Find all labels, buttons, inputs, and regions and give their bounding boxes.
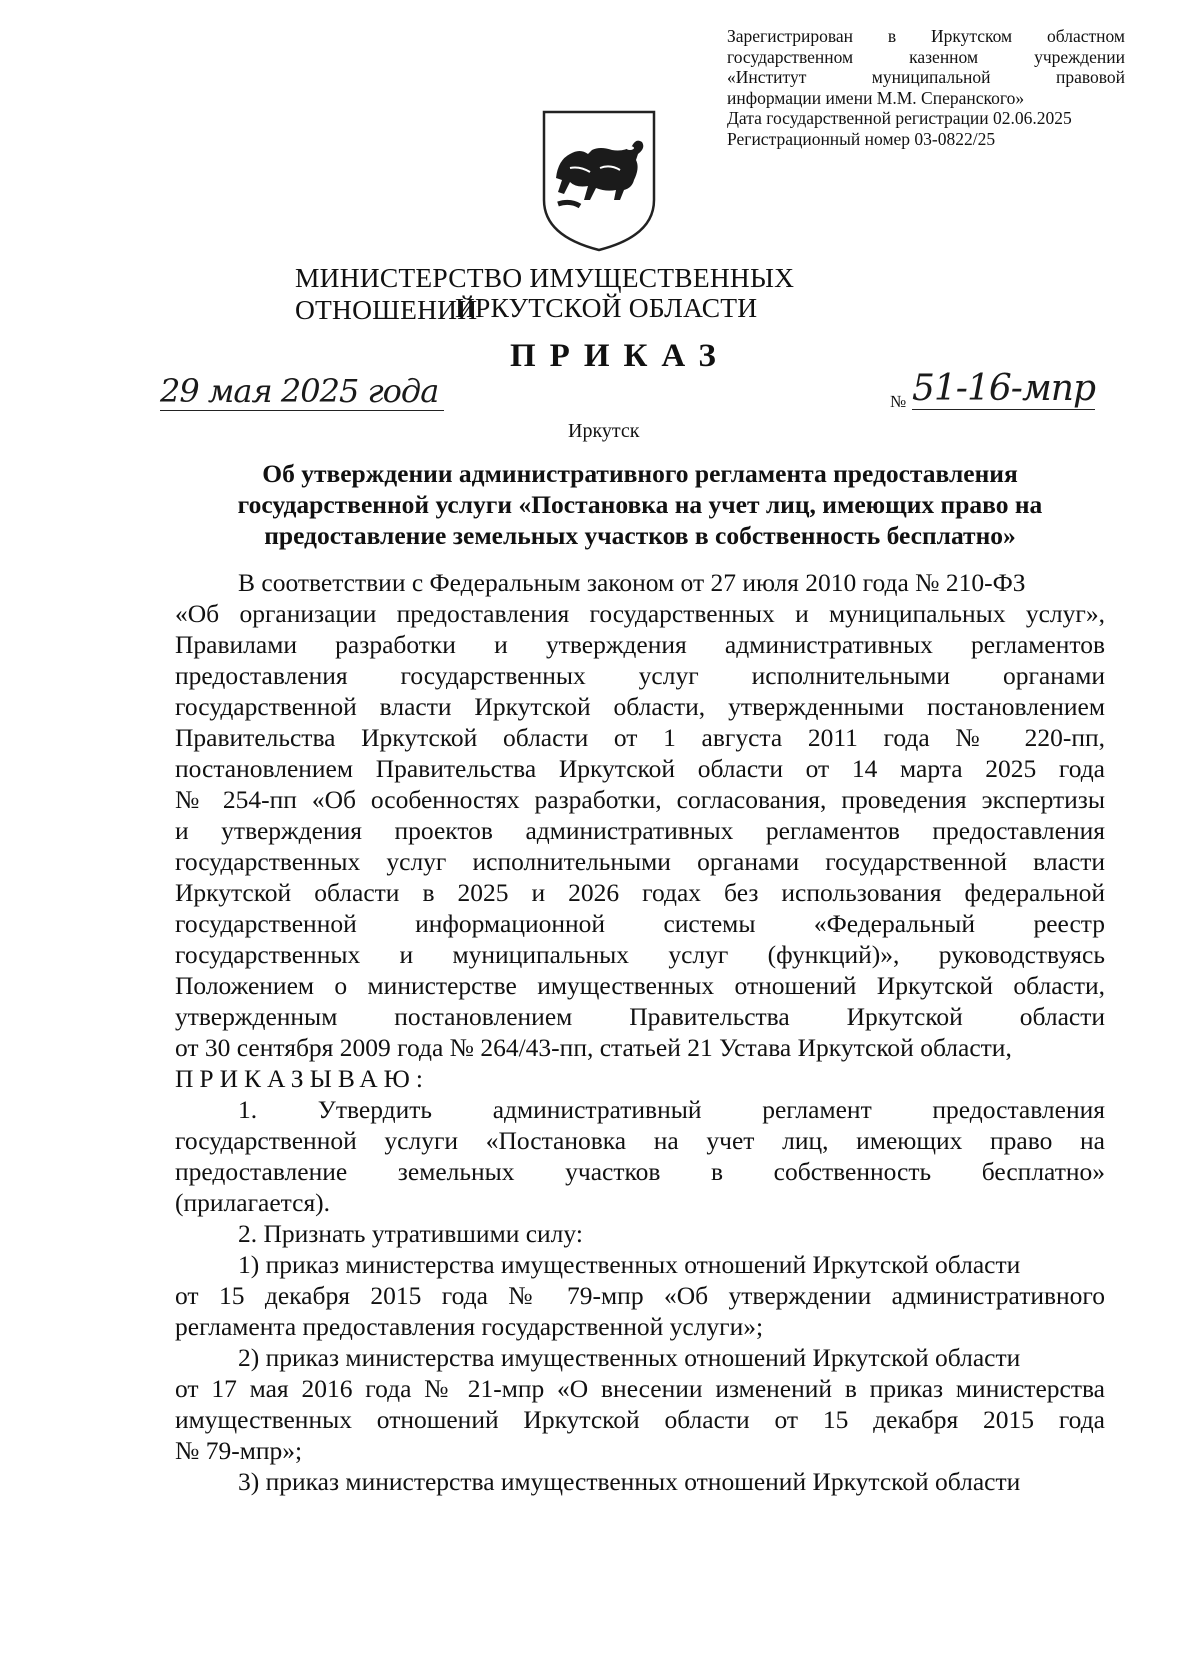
coat-of-arms-icon [540,108,658,254]
body-line: «Об организации предоставления государственных и муниципальных услуг», [175,599,1105,628]
document-body [175,567,1105,1497]
ministry-name-line2: ИРКУТСКОЙ ОБЛАСТИ [455,292,758,323]
body-line: № 254-пп «Об особенностях разработки, согласования, проведения экспертизы [175,785,1105,814]
ministry-name-line1: МИНИСТЕРСТВО ИМУЩЕСТВЕННЫХ ОТНОШЕНИЙ [295,262,795,325]
city-name: Иркутск [568,420,640,442]
body-line: от 17 мая 2016 года № 21-мпр «О внесении изменений в приказ министерства [175,1374,1105,1403]
document-type-heading: ПРИКАЗ [510,338,730,374]
body-line: 2. Признать утратившими силу: [238,1219,583,1248]
body-line: 3) приказ министерства имущественных отношений Иркутской области [238,1467,1021,1496]
body-line: Правилами разработки и утверждения административных регламентов [175,630,1105,659]
body-line: государственных и муниципальных услуг (функций)», руководствуясь [175,940,1105,969]
body-line: Положением о министерстве имущественных отношений Иркутской области, [175,971,1105,1000]
registration-line: Зарегистрирован в Иркутском областном [727,26,1125,46]
body-line: постановлением Правительства Иркутской области от 14 марта 2025 года [175,754,1105,783]
body-line: утвержденным постановлением Правительства Иркутской области [175,1002,1105,1031]
body-line: 1. Утвердить административный регламент предоставления [238,1095,1105,1124]
registration-line: Дата государственной регистрации 02.06.2025 [727,108,1072,128]
body-line: В соответствии с Федеральным законом от 27 июля 2010 года № 210-ФЗ [238,568,1026,597]
body-line: и утверждения проектов административных регламентов предоставления [175,816,1105,845]
body-line: 2) приказ министерства имущественных отношений Иркутской области [238,1343,1021,1372]
body-line: от 15 декабря 2015 года № 79-мпр «Об утверждении административного [175,1281,1105,1310]
registration-stamp [727,26,1125,149]
body-line: регламента предоставления государственной услуги»; [175,1312,764,1341]
registration-line: информации имени М.М. Сперанского» [727,87,1025,108]
body-line: предоставления государственных услуг исполнительными органами [175,661,1105,690]
body-line: Правительства Иркутской области от 1 августа 2011 года № 220-пп, [175,723,1105,752]
body-line: Иркутской области в 2025 и 2026 годах без использования федеральной [175,878,1105,907]
registration-line: государственном казенном учреждении [727,46,1125,67]
body-line: государственной власти Иркутской области, утвержденными постановлением [175,692,1105,721]
title-line: Об утверждении административного регламента предоставления [262,459,1018,488]
body-line: государственной информационной системы «Федеральный реестр [175,909,1105,938]
body-line: предоставление земельных участков в собственность бесплатно» [175,1157,1105,1186]
registration-line: «Институт муниципальной правовой [727,67,1125,87]
body-line: № 79-мпр»; [175,1436,303,1465]
document-title [175,458,1105,551]
body-line: государственной услуги «Постановка на учет лиц, имеющих право на [175,1126,1105,1155]
body-line: ПРИКАЗЫВАЮ: [175,1064,429,1093]
number-label: № [890,392,907,411]
body-line: имущественных отношений Иркутской области от 15 декабря 2015 года [175,1405,1105,1434]
registration-line: Регистрационный номер 03-0822/25 [727,128,996,149]
handwritten-number: 51-16-мпр [912,368,1096,409]
body-line: 1) приказ министерства имущественных отношений Иркутской области [238,1250,1021,1279]
body-line: от 30 сентября 2009 года № 264/43-пп, статьей 21 Устава Иркутской области, [175,1033,1012,1062]
body-line: государственных услуг исполнительными органами государственной власти [175,847,1105,876]
title-line: государственной услуги «Постановка на учет лиц, имеющих право на [237,490,1043,519]
title-line: предоставление земельных участков в собственность бесплатно» [264,521,1016,550]
handwritten-date: 29 мая 2025 года [160,372,444,411]
body-line: (прилагается). [175,1188,331,1217]
